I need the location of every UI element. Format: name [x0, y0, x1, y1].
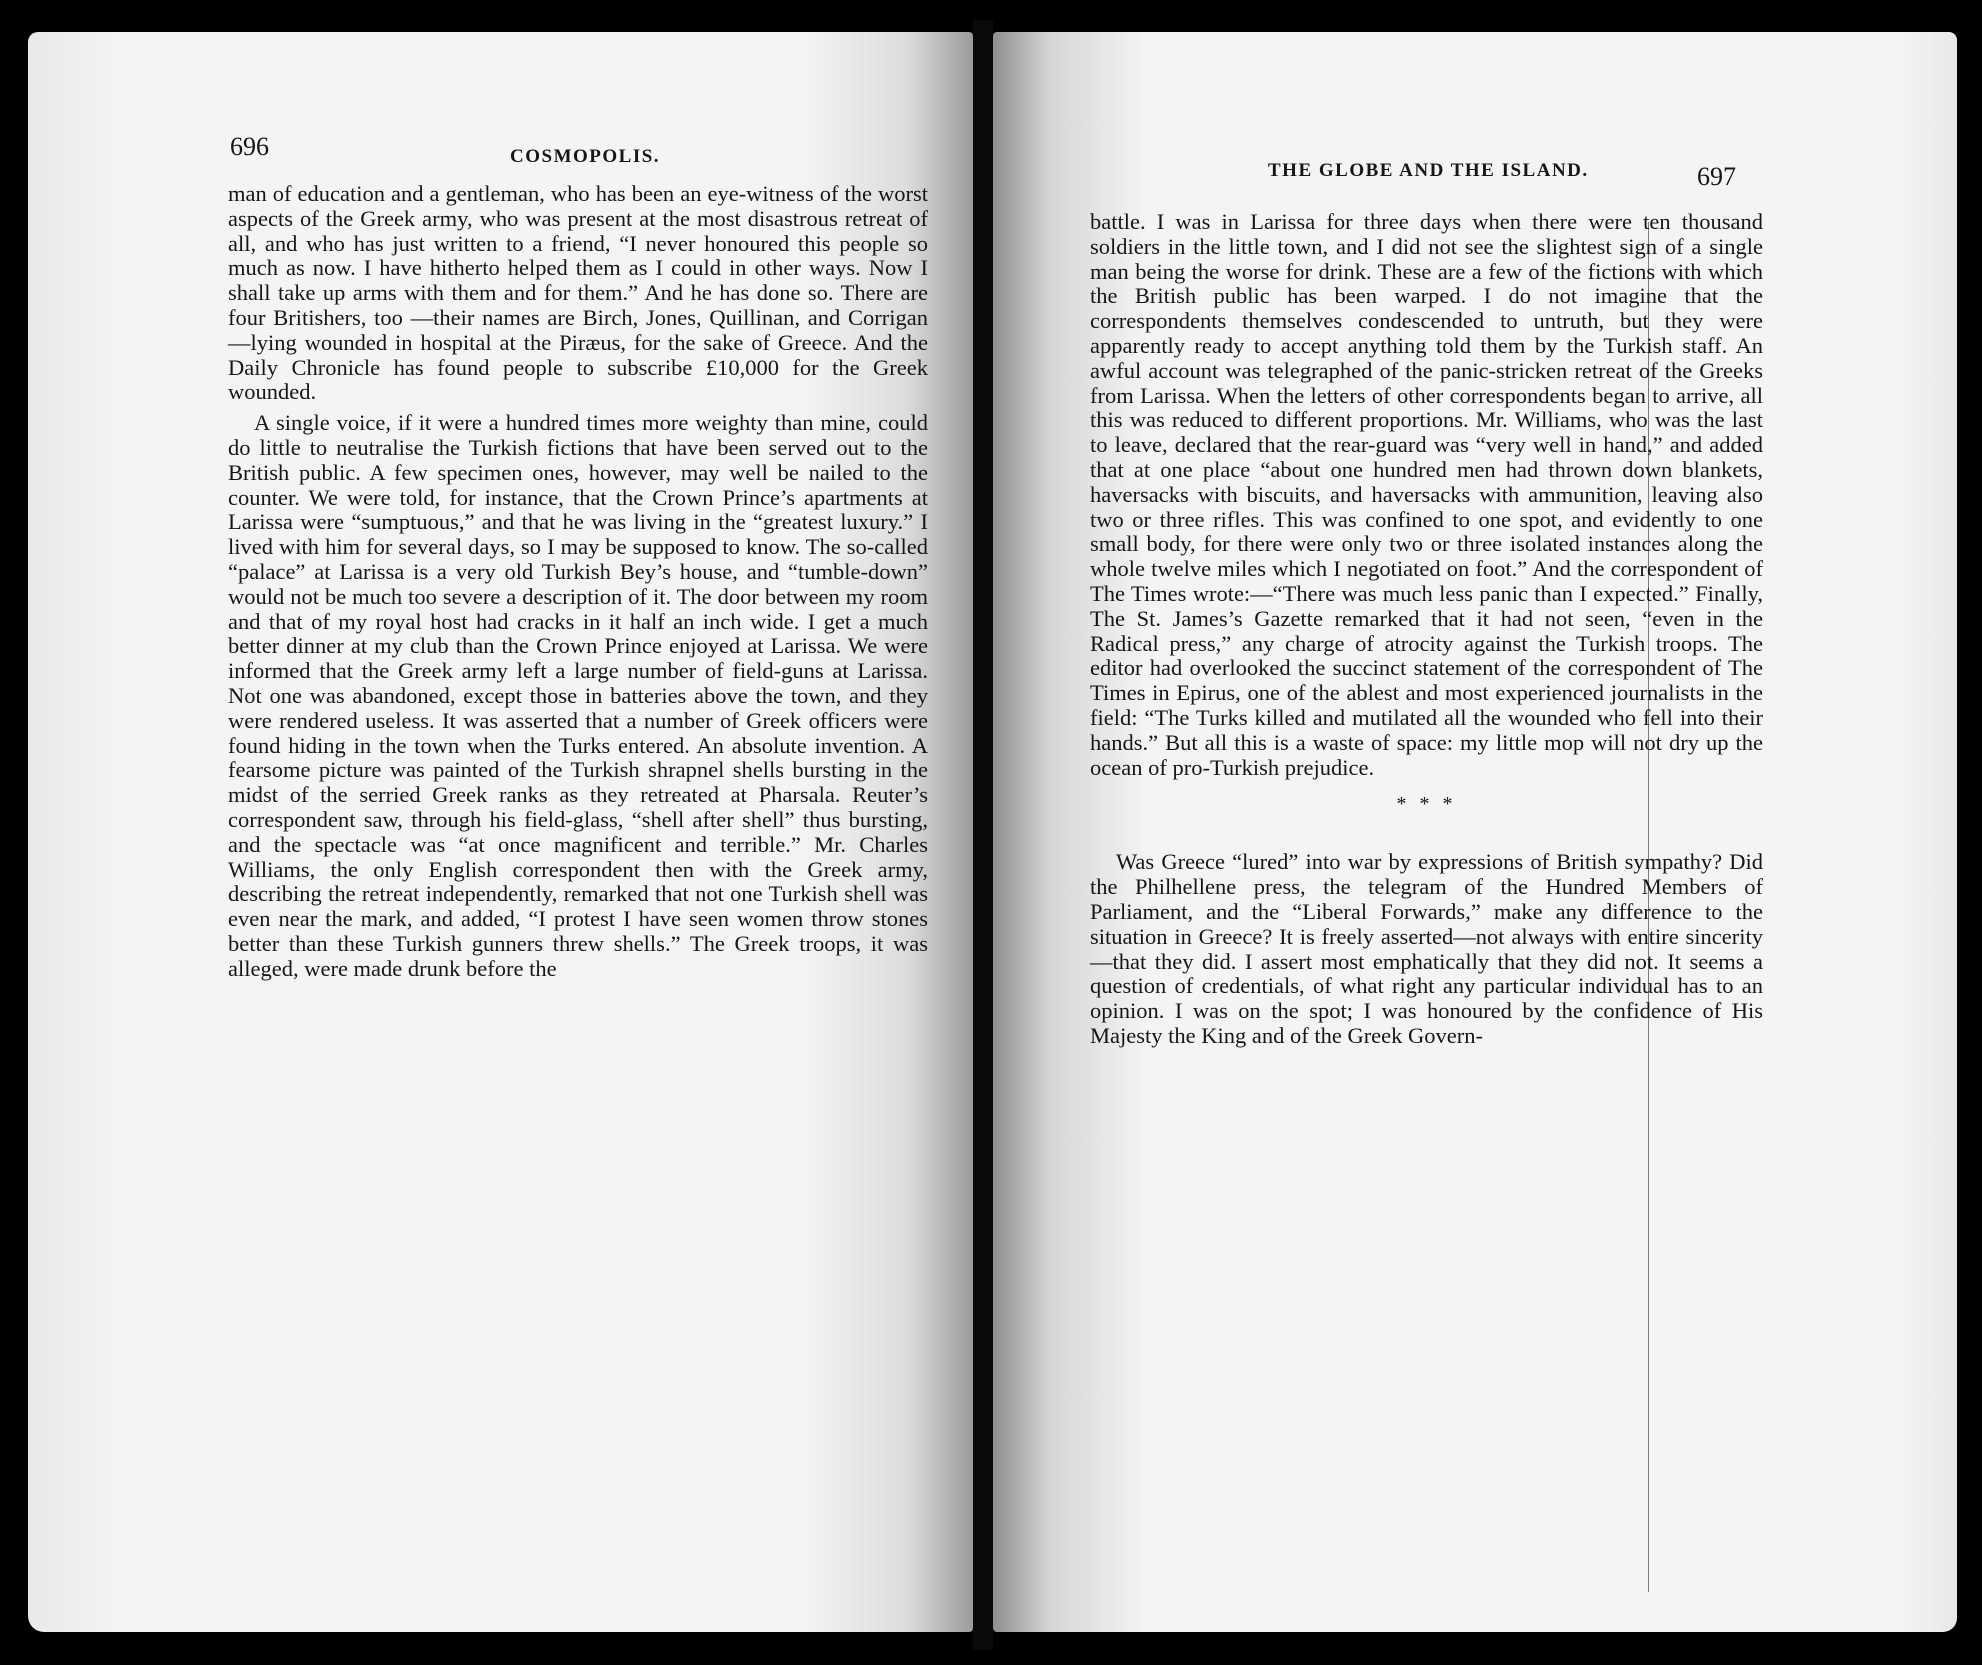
- body-text: [1090, 210, 1763, 1049]
- running-head: COSMOPOLIS.: [510, 146, 661, 167]
- running-head: THE GLOBE AND THE ISLAND.: [1268, 160, 1589, 181]
- paragraph: battle. I was in Larissa for three days when there were ten thousand soldiers in the little town, and I did not see the slightest sign of a single man being the worse for drink. These are a few of the fictions with which the British public has been warped. I do not imagine that the correspondents themselves condescended to untruth, but they were apparently ready to accept anything told them by the Turkish staff. An awful account was telegraphed of the panic-stricken retreat of the Greeks from Larissa. When the letters of other correspondents began to arrive, all this was reduced to different proportions. Mr. Williams, who was the last to leave, declared that the rear-guard was “very well in hand,” and added that at one place “about one hundred men had thrown down blankets, haversacks with biscuits, and haversacks with ammunition, leaving also two or three rifles. This was confined to one spot, and evidently to one small body, for there were only two or three isolated instances along the whole twelve miles which I negotiated on foot.” And the correspondent of The Times wrote:—“There was much less panic than I expected.” Finally, The St. James’s Gazette remarked that it had not seen, “even in the Radical press,” any charge of atrocity against the Turkish troops. The editor had overlooked the succinct statement of the correspondent of The Times in Epirus, one of the ablest and most experienced journalists in the field: “The Turks killed and mutilated all the wounded who fell into their hands.” But all this is a waste of space: my little mop will not dry up the ocean of pro-Turkish prejudice.: [1090, 209, 1763, 780]
- left-page: [28, 32, 973, 1632]
- paragraph: man of education and a gentleman, who has been an eye-witness of the worst aspects of the Greek army, who was present at the most disastrous retreat of all, and who has just written to a friend, “I never honoured this people so much as now. I have hitherto helped them as I could in other ways. Now I shall take up arms with them and for them.” And he has done so. There are four Britishers, too —their names are Birch, Jones, Quillinan, and Corrigan—lying wounded in hospital at the Piræus, for the sake of Greece. And the Daily Chronicle has found people to subscribe £10,000 for the Greek wounded.: [228, 181, 928, 405]
- page-number: 696: [230, 132, 269, 161]
- section-break-asterism: * * *: [1396, 793, 1457, 816]
- body-text: [228, 182, 928, 982]
- paragraph: A single voice, if it were a hundred times more weighty than mine, could do little to neutralise the Turkish fictions that have been served out to the British public. A few specimen ones, however, may well be nailed to the counter. We were told, for instance, that the Crown Prince’s apartments at Larissa were “sumptuous,” and that he was living in the “greatest luxury.” I lived with him for several days, so I may be supposed to know. The so-called “palace” at Larissa is a very old Turkish Bey’s house, and “tumble-down” would not be much too severe a description of it. The door between my room and that of my royal host had cracks in it half an inch wide. I get a much better dinner at my club than the Crown Prince enjoyed at Larissa. We were informed that the Greek army left a large number of field-guns at Larissa. Not one was abandoned, except those in batteries above the town, and they were rendered useless. It was asserted that a number of Greek officers were found hiding in the town when the Turks entered. An absolute invention. A fearsome picture was painted of the Turkish shrapnel shells bursting in the midst of the serried Greek ranks as they retreated at Pharsala. Reuter’s correspondent saw, through his field-glass, “shell after shell” thus bursting, and the spectacle was “at once magnificent and terrible.” Mr. Charles Williams, the only English correspondent then with the Greek army, describing the retreat independently, remarked that not one Turkish shell was even near the mark, and added, “I protest I have seen women throw stones better than these Turkish gunners threw shells.” The Greek troops, it was alleged, were made drunk before the: [228, 410, 928, 981]
- page-number: 697: [1697, 162, 1736, 191]
- book-spine: [973, 20, 993, 1650]
- right-page: [993, 32, 1957, 1632]
- paragraph: Was Greece “lured” into war by expressions of British sympathy? Did the Philhellene press, the telegram of the Hundred Members of Parliament, and the “Liberal Forwards,” make any difference to the situation in Greece? It is freely asserted—not always with entire sincerity—that they did. I assert most emphatically that they did not. It seems a question of credentials, of what right any particular individual has to an opinion. I was on the spot; I was honoured by the confidence of His Majesty the King and of the Greek Govern-: [1090, 849, 1763, 1048]
